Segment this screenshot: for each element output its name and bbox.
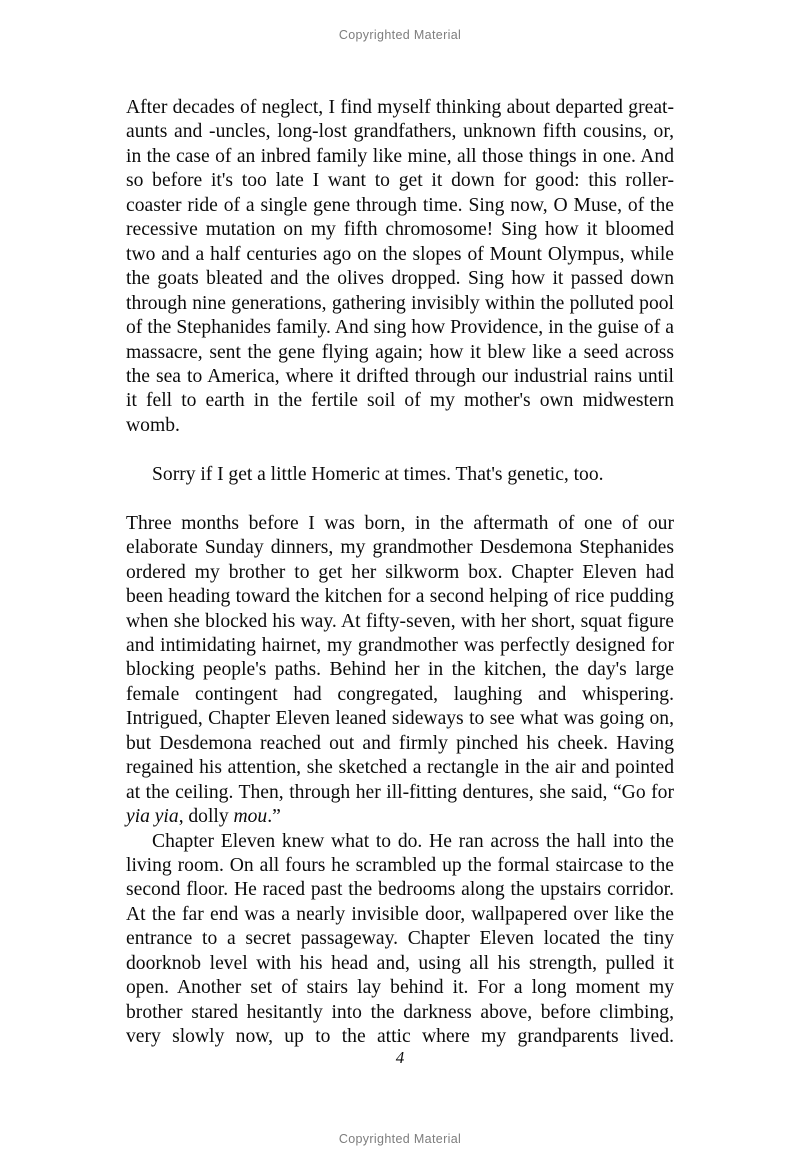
paragraph-3-text: Three months before I was born, in the aftermath of one of our elaborate Sunday dinners, my grandmother Desdemona Stephanides ordered my brother to get her silkworm box. Chapter Eleven had been heading toward the kitchen for a second helping of rice pudding when she blocked his way. At fifty-seven, with her short, squat figure and intimidating hairnet, my grandmother was perfectly designed for blocking people's paths. Behind her in the kitchen, the day's large female contingent had congregated, laughing and whispering. Intrigued, Chapter Eleven leaned sideways to see what was going on, but Desdemona reached out and firmly pinched his cheek. Having regained his attention, she sketched a rectangle in the air and pointed at the ceiling. Then, through her ill-fitting dentures, she said, “Go for	[126, 512, 674, 803]
page-text-block	[126, 96, 674, 1074]
paragraph-3	[126, 512, 674, 830]
paragraph-4: Chapter Eleven knew what to do. He ran across the hall into the living room. On all fours he scrambled up the formal staircase to the second floor. He raced past the bedrooms along the upstairs corridor. At the far end was a nearly invisible door, wallpapered over like the entrance to a secret passageway. Chapter Eleven located the tiny doorknob level with his head and, using all his strength, pulled it open. Another set of stairs lay behind it. For a long moment my brother stared hesitantly into the darkness above, before climbing, very slowly now, up to the attic where my grandparents lived.	[126, 830, 674, 1048]
greek-term-mou: mou	[233, 806, 268, 828]
greek-term-yia-yia: yia yia	[126, 806, 179, 828]
paragraph-3-tail-a: , dolly	[178, 806, 234, 828]
copyright-watermark-top: Copyrighted Material	[338, 28, 462, 42]
section-break	[126, 487, 674, 511]
paragraph-1: After decades of neglect, I find myself thinking about departed great-aunts and -uncles, long-lost grandfathers, unknown fifth cousins, or, in the case of an inbred family like mine, all those things in one. And so before it's too late I want to get it down for good: this roller-coaster ride of a single gene through time. Sing now, O Muse, of the recessive mutation on my fifth chromosome! Sing how it bloomed two and a half centuries ago on the slopes of Mount Olympus, while the goats bleated and the olives dropped. Sing how it passed down through nine generations, gathering invisibly within the polluted pool of the Stephanides family. And sing how Providence, in the guise of a massacre, sent the gene flying again; how it blew like a seed across the sea to America, where it drifted through our industrial rains until it fell to earth in the fertile soil of my mother's own midwestern womb.	[126, 97, 674, 436]
paragraph-2: Sorry if I get a little Homeric at times. That's genetic, too.	[152, 463, 604, 485]
paragraph-3-tail-b: .”	[267, 806, 281, 828]
copyright-watermark-bottom: Copyrighted Material	[338, 1132, 462, 1146]
page-number: 4	[395, 1048, 405, 1067]
